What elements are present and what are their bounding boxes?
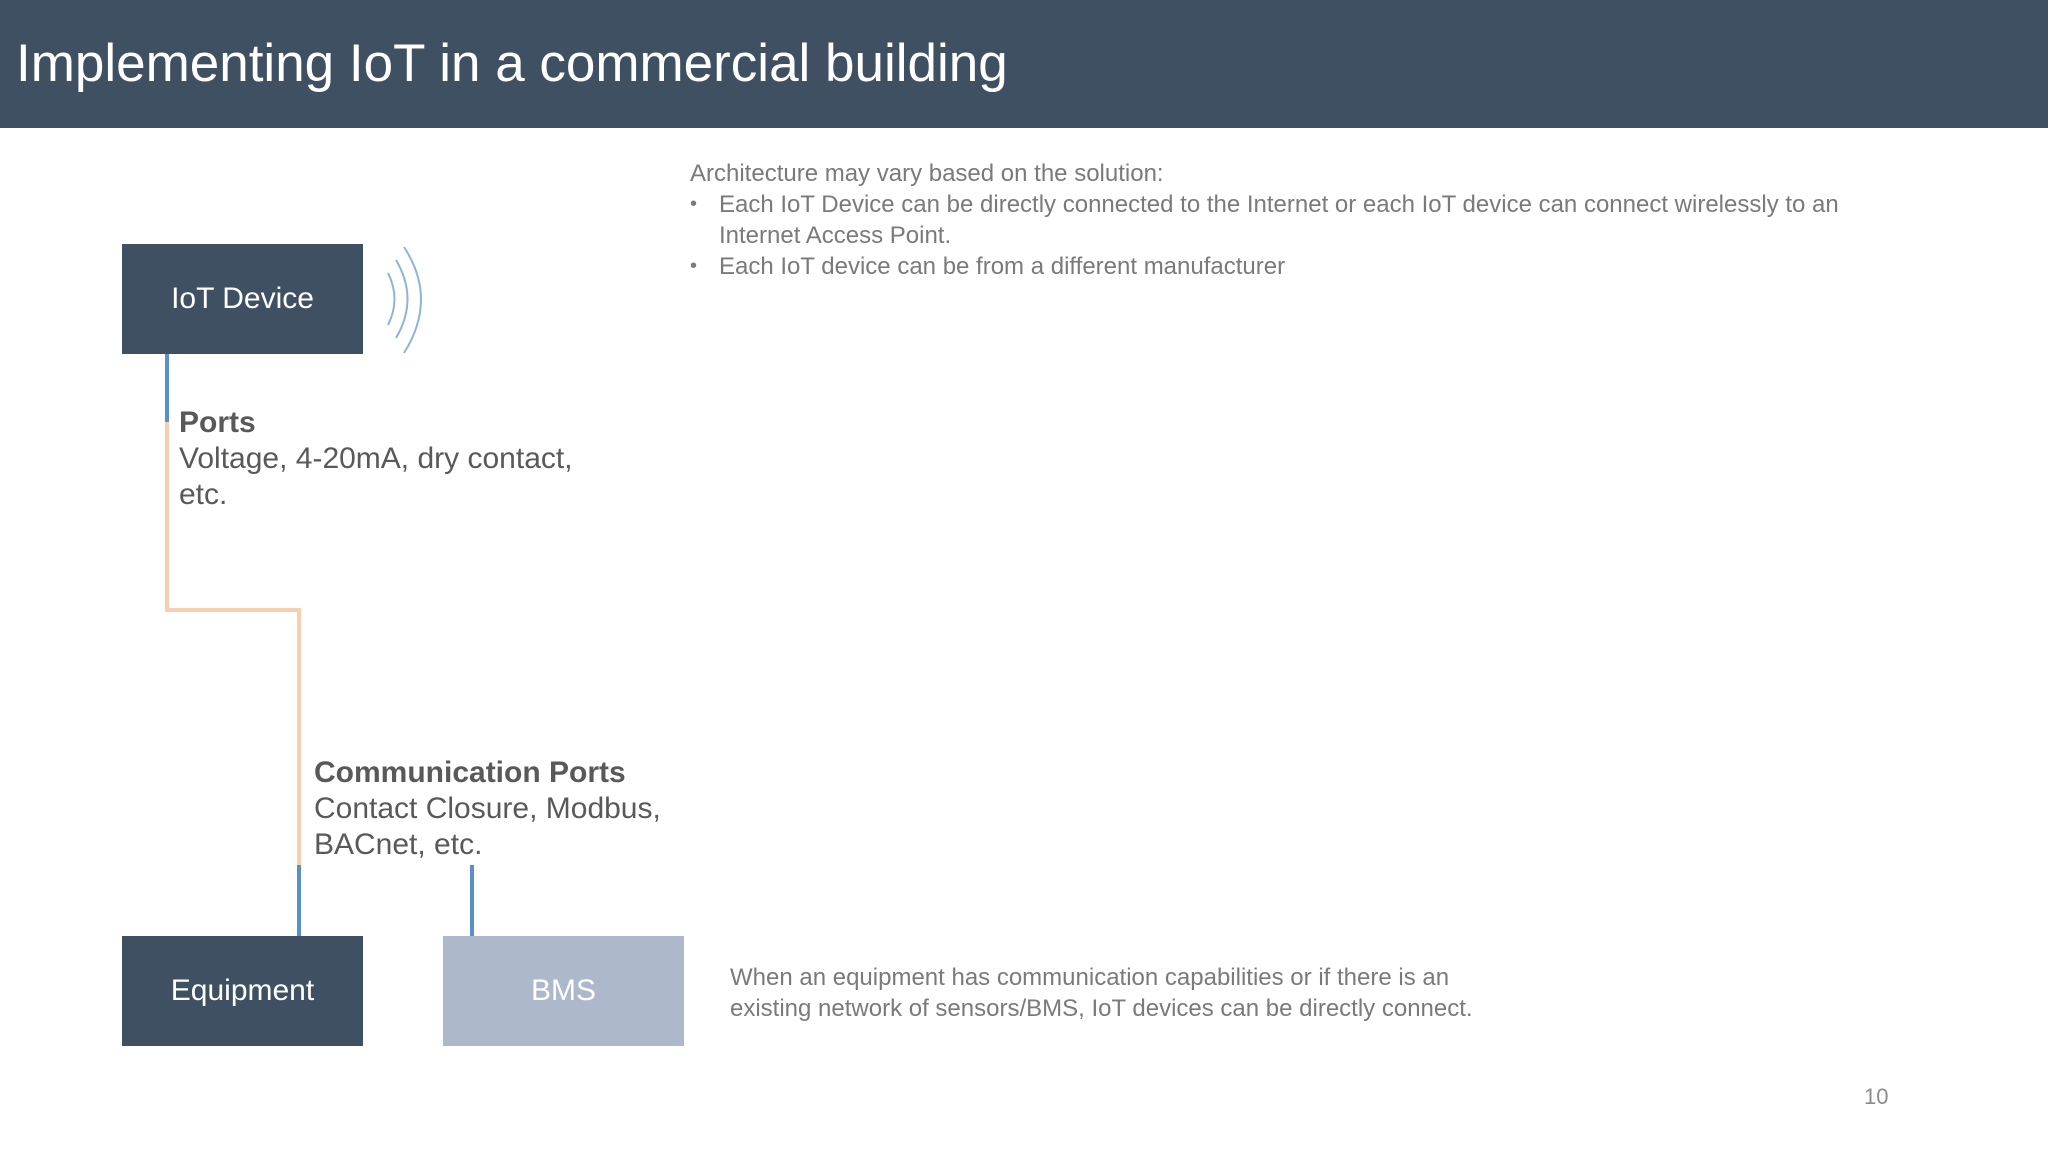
architecture-bullet-list: [690, 189, 1910, 282]
ports-label: [179, 405, 609, 513]
architecture-bullet: • Each IoT device can be from a different manufacturer: [690, 251, 1910, 282]
architecture-bullet: • Each IoT Device can be directly connected to the Internet or each IoT device can connect wirelessly to an Internet Access Point.: [690, 189, 1910, 251]
bottom-note: When an equipment has communication capabilities or if there is an existing network of sensors/BMS, IoT devices can be directly connect.: [730, 964, 1473, 1022]
iot-device-label: IoT Device: [171, 282, 314, 315]
wireless-signal-icon: [388, 247, 421, 353]
equipment-label: Equipment: [170, 974, 315, 1007]
bms-box: [443, 936, 684, 1046]
communication-ports-description: Contact Closure, Modbus, BACnet, etc.: [314, 792, 661, 861]
communication-ports-title: Communication Ports: [314, 756, 626, 789]
ports-description: Voltage, 4-20mA, dry contact, etc.: [179, 442, 573, 511]
communication-ports-label: [314, 755, 694, 863]
equipment-box: [122, 936, 363, 1046]
page-number: 10: [1864, 1084, 1889, 1109]
iot-device-box: [122, 244, 363, 354]
bms-label: BMS: [530, 974, 596, 1007]
ports-title: Ports: [179, 406, 256, 439]
architecture-note: [690, 158, 1910, 282]
page-title: Implementing IoT in a commercial building: [16, 34, 1008, 93]
architecture-note-intro: Architecture may vary based on the solution:: [690, 160, 1164, 187]
